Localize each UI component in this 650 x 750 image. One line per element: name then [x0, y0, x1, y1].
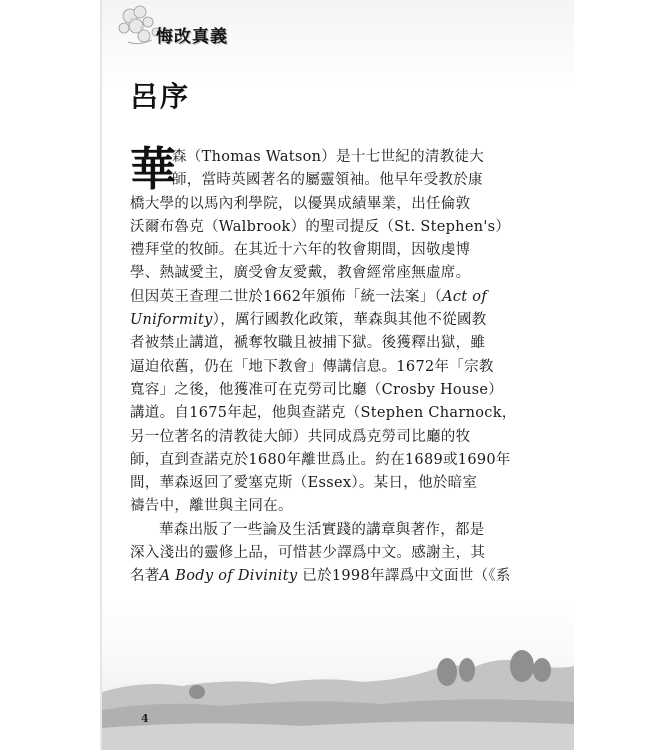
text-line	[130, 565, 535, 588]
text-line: 深入淺出的靈修上品，可惜甚少譯爲中文。感謝主，其	[130, 545, 486, 562]
text-line: 禱告中，離世與主同在。	[130, 498, 293, 515]
landscape-illustration	[102, 640, 574, 750]
text-line: 禮拜堂的牧師。在其近十六年的牧會期間，因敬虔博	[130, 242, 471, 259]
text-segment: 名著	[130, 568, 160, 585]
text-line: 師，當時英國著名的屬靈領袖。他早年受教於康	[172, 172, 483, 189]
italic-title: A Body of Divinity	[159, 568, 298, 585]
text-line: 橋大學的以馬內利學院，以優異成績畢業，出任倫敦	[130, 195, 471, 212]
text-line: 講道。自1675年起，他與查諾克（Stephen Charnock，	[130, 405, 517, 422]
text-line: 師，直到查諾克於1680年離世爲止。約在1689或1690年	[130, 451, 511, 468]
text-line: 逼迫依舊，仍在「地下教會」傳講信息。1672年「宗教	[130, 358, 494, 375]
text-line: 寬容」之後，他獲准可在克勞司比廳（Crosby House）	[130, 381, 504, 398]
text-line: 間，華森返回了愛塞克斯（Essex）。某日，他於暗室	[130, 475, 478, 492]
text-line: 學、熱誠愛主，廣受會友愛戴，教會經常座無虛席。	[130, 265, 471, 282]
text-segment: 已於1998年譯爲中文面世（《系	[302, 568, 511, 585]
drop-cap: 華	[130, 142, 176, 196]
text-line	[130, 286, 535, 309]
text-line: 森（Thomas Watson）是十七世紀的清教徒大	[172, 149, 485, 165]
text-segment: 但因英王查理二世於1662年頒佈「統一法案」（	[130, 288, 443, 305]
text-line: 沃爾布魯克（Walbrook）的聖司提反（St. Stephen's）	[130, 218, 511, 235]
body-text	[130, 142, 535, 589]
running-header-title: 悔改真義	[156, 27, 228, 47]
text-line: 另一位著名的清教徒大師）共同成爲克勞司比廳的牧	[130, 428, 471, 445]
page-number: 4	[141, 712, 149, 725]
text-line: 華森出版了一些論及生活實踐的講章與著作，都是	[159, 521, 485, 538]
italic-title: Uniformity	[130, 312, 213, 329]
text-line	[130, 309, 535, 332]
text-segment: ），厲行國教化政策，華森與其他不從國教	[212, 312, 487, 329]
italic-title: Act of	[442, 288, 487, 305]
section-title: 呂序	[130, 80, 191, 113]
text-line: 者被禁止講道，褫奪牧職且被捕下獄。後獲釋出獄，雖	[130, 335, 486, 352]
